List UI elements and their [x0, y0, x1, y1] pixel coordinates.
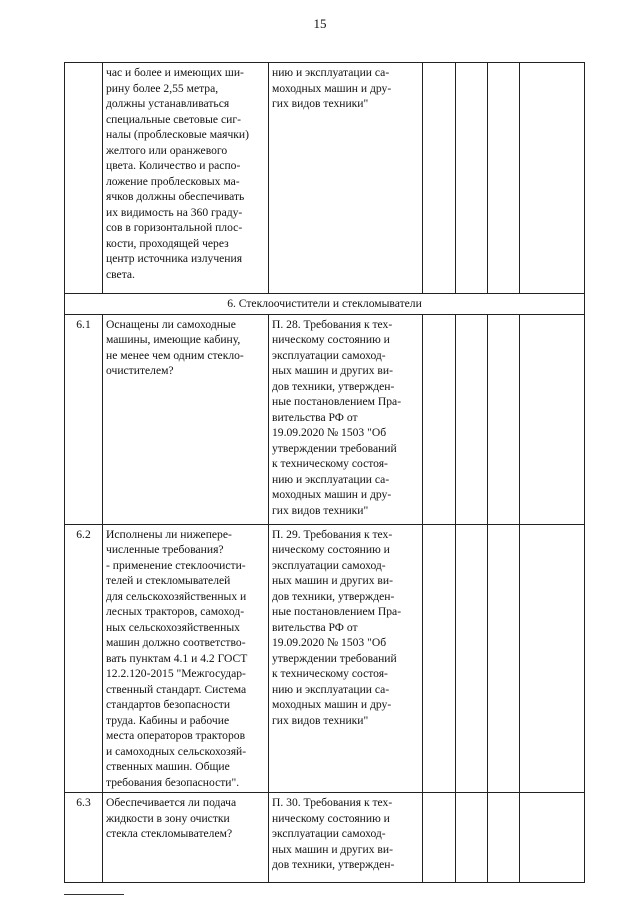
requirements-table — [64, 62, 585, 883]
answer-cell[interactable] — [456, 793, 488, 883]
answer-cell[interactable] — [488, 63, 520, 294]
answer-cell[interactable] — [423, 793, 456, 883]
answer-cell[interactable] — [456, 524, 488, 793]
answer-cell[interactable] — [456, 314, 488, 524]
answer-cell[interactable] — [488, 793, 520, 883]
item-number: 6.3 — [65, 793, 103, 883]
answer-cell[interactable] — [423, 524, 456, 793]
requirement-question: Оснащены ли самоходные машины, имеющие кабину, не менее чем одним стекло- очистителем? — [103, 314, 269, 524]
legal-reference: П. 29. Требования к тех- ническому состоянию и эксплуатации самоход- ных машин и других ви- дов техники, утвержден- ные постановлением Пра- вительства РФ от 19.09.2020 № 1503 "Об утверждении требований к техническому состоя- нию и эксплуатации са- моходных машин и дру- гих видов техники" — [269, 524, 423, 793]
answer-cell[interactable] — [423, 63, 456, 294]
footnote-separator — [64, 894, 124, 895]
answer-cell[interactable] — [520, 63, 585, 294]
legal-reference: П. 30. Требования к тех- ническому состоянию и эксплуатации самоход- ных машин и других ви- дов техники, утвержден- — [269, 793, 423, 883]
requirement-question: час и более и имеющих ши- рину более 2,55 метра, должны устанавливаться специальные световые сиг- налы (проблесковые маячки) желтого или оранжевого цвета. Количество и распо- ложение проблесковых ма- ячков должны обеспечивать их видимость на 360 граду- сов в горизонтальной плос- кости, проходящей через центр источника излучения света. — [103, 63, 269, 294]
page-number: 15 — [313, 16, 327, 31]
item-number: 6.1 — [65, 314, 103, 524]
item-number: 6.2 — [65, 524, 103, 793]
answer-cell[interactable] — [520, 524, 585, 793]
table-row — [65, 793, 585, 883]
answer-cell[interactable] — [456, 63, 488, 294]
answer-cell[interactable] — [488, 524, 520, 793]
requirement-question: Обеспечивается ли подача жидкости в зону очистки стекла стекломывателем? — [103, 793, 269, 883]
section-title: 6. Стеклоочистители и стекломыватели — [65, 294, 585, 315]
table-row — [65, 314, 585, 524]
requirement-question: Исполнены ли нижепере- численные требования? - применение стеклоочисти- телей и стекломывателей для сельскохозяйственных и лесных тракторов, самоход- ных сельскохозяйственных машин должно соответство- вать пунктам 4.1 и 4.2 ГОСТ 12.2.120-2015 "Межгосудар- ственный стандарт. Система стандартов безопасности труда. Кабины и рабочие места операторов тракторов и самоходных сельскохозяй- ственных машин. Общие требования безопасности". — [103, 524, 269, 793]
legal-reference: П. 28. Требования к тех- ническому состоянию и эксплуатации самоход- ных машин и других ви- дов техники, утвержден- ные постановлением Пра- вительства РФ от 19.09.2020 № 1503 "Об утверждении требований к техническому состоя- нию и эксплуатации са- моходных машин и дру- гих видов техники" — [269, 314, 423, 524]
answer-cell[interactable] — [520, 793, 585, 883]
legal-reference: нию и эксплуатации са- моходных машин и дру- гих видов техники" — [269, 63, 423, 294]
answer-cell[interactable] — [520, 314, 585, 524]
table-row — [65, 524, 585, 793]
answer-cell[interactable] — [423, 314, 456, 524]
table-row — [65, 63, 585, 294]
item-number — [65, 63, 103, 294]
answer-cell[interactable] — [488, 314, 520, 524]
section-header-row — [65, 294, 585, 315]
